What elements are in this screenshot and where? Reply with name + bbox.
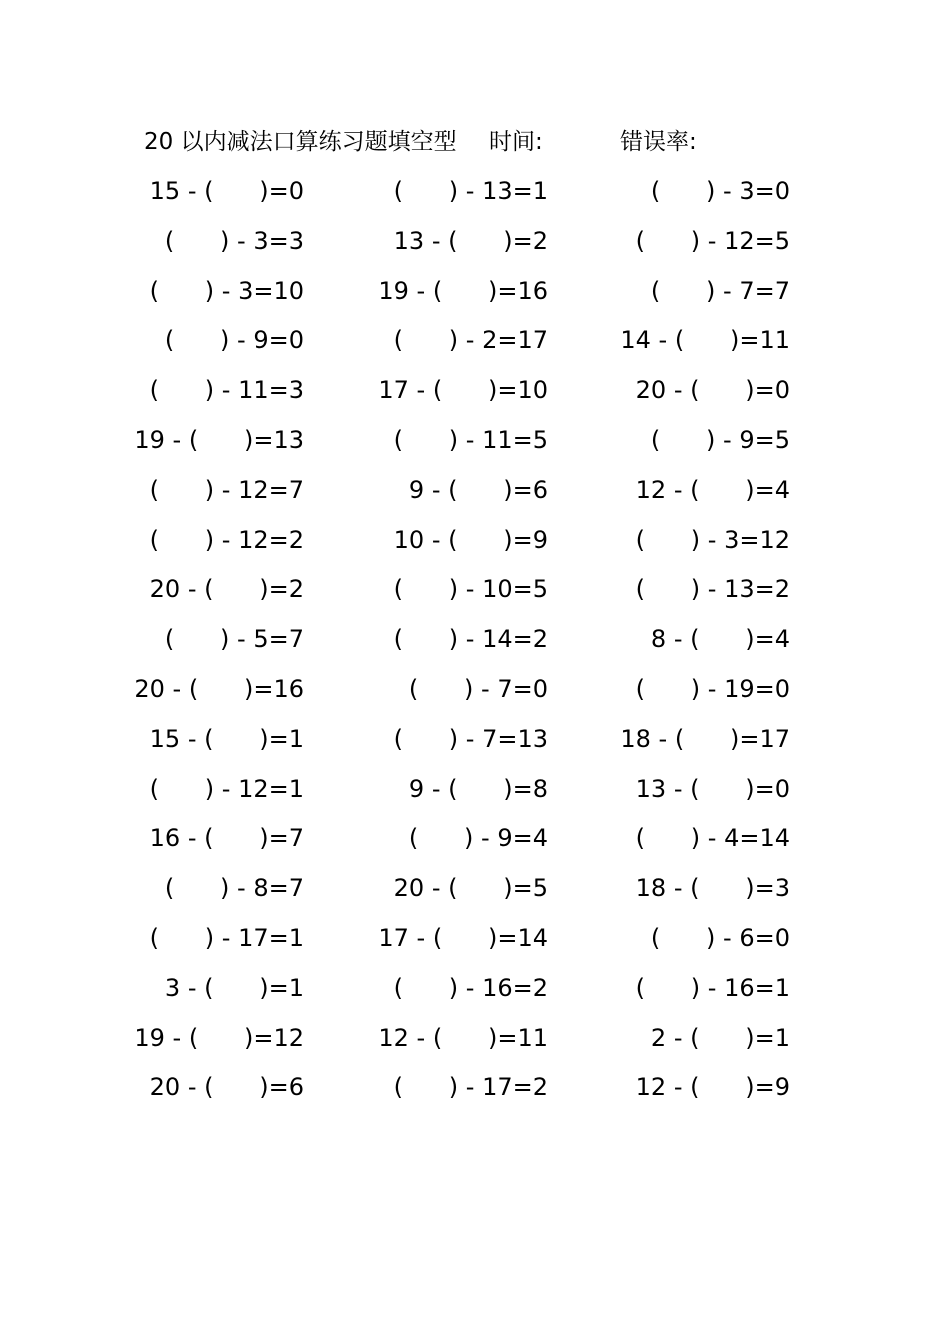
problem-item: 9 - ( )=8 (408, 774, 548, 803)
problem-item: 20 - ( )=0 (635, 376, 790, 405)
problem-item: 12 - ( )=11 (378, 1023, 548, 1052)
problem-item: 20 - ( )=6 (149, 1073, 304, 1102)
worksheet-title: 20 以内减法口算练习题填空型 (144, 129, 457, 155)
problem-item: ( ) - 7=13 (393, 724, 548, 753)
problem-item: ( ) - 13=1 (393, 177, 548, 205)
problem-row (0, 173, 950, 223)
problem-item: ( ) - 9=5 (650, 425, 790, 454)
problem-item: 8 - ( )=4 (650, 625, 790, 654)
problem-item: ( ) - 3=3 (164, 226, 304, 255)
problem-item: ( ) - 12=7 (149, 475, 304, 504)
problem-row (0, 472, 950, 522)
problem-item: 19 - ( )=12 (134, 1023, 304, 1052)
problem-item: 3 - ( )=1 (164, 973, 304, 1002)
problem-item: 10 - ( )=9 (393, 525, 548, 554)
problem-row (0, 820, 950, 870)
problem-item: ( ) - 17=1 (149, 923, 304, 952)
problem-item: 12 - ( )=4 (635, 475, 790, 504)
problem-item: 13 - ( )=2 (393, 226, 548, 255)
problem-row (0, 1069, 950, 1119)
problem-row (0, 422, 950, 472)
problem-item: ( ) - 12=2 (149, 525, 304, 554)
problem-item: ( ) - 3=12 (635, 525, 790, 554)
problem-item: ( ) - 16=1 (635, 973, 790, 1002)
problem-row (0, 621, 950, 671)
problem-item: 18 - ( )=3 (635, 874, 790, 903)
problem-item: ( ) - 3=10 (149, 276, 304, 305)
problem-item: 19 - ( )=16 (378, 276, 548, 305)
problem-item: 20 - ( )=2 (149, 575, 304, 604)
problem-row (0, 372, 950, 422)
problem-item: ( ) - 12=5 (635, 226, 790, 255)
problem-row (0, 1020, 950, 1070)
problem-row (0, 771, 950, 821)
worksheet-header (0, 124, 950, 160)
problem-item: ( ) - 9=4 (408, 824, 548, 853)
problem-row (0, 721, 950, 771)
problem-item: ( ) - 13=2 (635, 575, 790, 604)
problem-item: 9 - ( )=6 (408, 475, 548, 504)
problem-row (0, 870, 950, 920)
problem-item: 13 - ( )=0 (635, 774, 790, 803)
problem-item: ( ) - 12=1 (149, 774, 304, 803)
problem-row (0, 273, 950, 323)
problem-item: 17 - ( )=14 (378, 923, 548, 952)
problem-item: ( ) - 9=0 (164, 326, 304, 355)
problem-item: ( ) - 11=5 (393, 425, 548, 454)
problem-item: ( ) - 2=17 (393, 326, 548, 355)
problem-item: ( ) - 10=5 (393, 575, 548, 604)
problem-row (0, 322, 950, 372)
problem-item: 2 - ( )=1 (650, 1023, 790, 1052)
problem-item: ( ) - 14=2 (393, 625, 548, 654)
problem-item: ( ) - 4=14 (635, 824, 790, 853)
problem-item: 20 - ( )=16 (134, 674, 304, 703)
problem-item: ( ) - 17=2 (393, 1073, 548, 1102)
problem-item: ( ) - 3=0 (650, 177, 790, 205)
problem-item: 17 - ( )=10 (378, 376, 548, 405)
problem-item: ( ) - 5=7 (164, 625, 304, 654)
problem-item: 19 - ( )=13 (134, 425, 304, 454)
problem-item: ( ) - 11=3 (149, 376, 304, 405)
problem-row (0, 920, 950, 970)
problem-row (0, 671, 950, 721)
problem-row (0, 522, 950, 572)
problem-item: 18 - ( )=17 (620, 724, 790, 753)
problem-item: 15 - ( )=1 (149, 724, 304, 753)
problem-item: 20 - ( )=5 (393, 874, 548, 903)
time-label: 时间: (489, 129, 543, 155)
problem-grid (0, 173, 950, 1119)
problem-row (0, 223, 950, 273)
problem-item: ( ) - 7=7 (650, 276, 790, 305)
problem-item: ( ) - 7=0 (408, 674, 548, 703)
problem-item: ( ) - 16=2 (393, 973, 548, 1002)
error-rate-label: 错误率: (620, 129, 697, 155)
problem-item: ( ) - 19=0 (635, 674, 790, 703)
problem-item: ( ) - 6=0 (650, 923, 790, 952)
problem-item: 14 - ( )=11 (620, 326, 790, 355)
problem-item: 16 - ( )=7 (149, 824, 304, 853)
problem-item: ( ) - 8=7 (164, 874, 304, 903)
problem-row (0, 571, 950, 621)
problem-item: 15 - ( )=0 (149, 177, 304, 205)
problem-item: 12 - ( )=9 (635, 1073, 790, 1102)
problem-row (0, 970, 950, 1020)
